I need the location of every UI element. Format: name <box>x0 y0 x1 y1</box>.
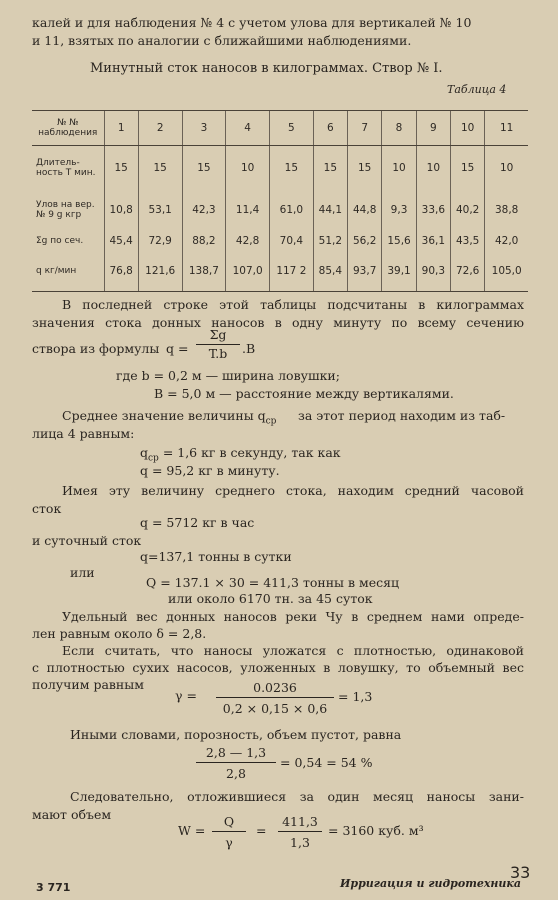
q-line: q = 95,2 кг в минуту. <box>140 463 280 478</box>
table-cell: 10 <box>226 146 270 190</box>
gamma-lhs: γ = <box>175 688 197 703</box>
paragraph-3b: сток <box>32 501 62 516</box>
col-header: 7 <box>348 111 382 146</box>
table-cell: 53,1 <box>138 190 182 230</box>
table-row <box>32 252 528 292</box>
where-line-2: B = 5,0 м — расстояние между вертикалями. <box>154 386 454 401</box>
table-cell: 93,7 <box>348 252 382 292</box>
paragraph-6c: получим равным <box>32 677 144 692</box>
formula-denominator: T.b <box>208 346 228 361</box>
table-cell: 72,6 <box>451 252 485 292</box>
col-header: 10 <box>451 111 485 146</box>
col-header: 11 <box>485 111 528 146</box>
table-cell: 105,0 <box>485 252 528 292</box>
table-cell: 121,6 <box>138 252 182 292</box>
table-cell: 40,2 <box>451 190 485 230</box>
qcp-subscript: ср <box>148 453 159 464</box>
porosity-denominator: 2,8 <box>226 766 246 781</box>
table-cell: 10 <box>485 146 528 190</box>
table-cell: 44,8 <box>348 190 382 230</box>
paragraph-1c: створа из формулы <box>32 341 160 356</box>
table-cell: 15 <box>182 146 226 190</box>
footer-signature: 3 771 <box>36 881 71 894</box>
w-numerator-2: 411,3 <box>282 814 318 829</box>
col-header: 5 <box>269 111 313 146</box>
intro-line-1: калей и для наблюдения № 4 с учетом улова для вертикалей № 10 <box>32 15 472 30</box>
fraction-bar <box>212 831 246 832</box>
table-cell: 15 <box>269 146 313 190</box>
table-row <box>32 146 528 190</box>
table-cell: 51,2 <box>313 230 347 252</box>
formula-q-lhs: q = <box>166 341 189 356</box>
col-header: 2 <box>138 111 182 146</box>
paragraph-1b: значения стока донных наносов в одну минуту по всему сечению <box>32 315 524 330</box>
table-cell: 76,8 <box>104 252 138 292</box>
hour-flow: q = 5712 кг в час <box>140 515 255 530</box>
table-cell: 15 <box>451 146 485 190</box>
paragraph-2a-tail: за этот период находим из таб- <box>298 408 506 423</box>
col-header: 8 <box>382 111 416 146</box>
fraction-bar <box>216 697 334 698</box>
table-cell: 42,0 <box>485 230 528 252</box>
paragraph-7: Иными словами, порозность, объем пустот, равна <box>70 727 402 742</box>
intro-line-2: и 11, взятых по аналогии с ближайшими наблюдениями. <box>32 33 412 48</box>
table-cell: 72,9 <box>138 230 182 252</box>
w-denominator-2: 1,3 <box>290 835 310 850</box>
month-flow-1: Q = 137.1 × 30 = 411,3 тонны в месяц <box>146 575 400 590</box>
formula-tail: .B <box>242 341 256 356</box>
row-label: Улов на вер. № 9 g кгр <box>36 199 95 220</box>
w-denominator-1: γ <box>225 835 233 850</box>
table-cell: 15 <box>138 146 182 190</box>
qcp-line-text: = 1,6 кг в секунду, так как <box>162 445 341 460</box>
w-equals: = <box>256 823 267 838</box>
table-cell: 61,0 <box>269 190 313 230</box>
table-cell: 15,6 <box>382 230 416 252</box>
table-cell: 9,3 <box>382 190 416 230</box>
sediment-table <box>32 110 528 292</box>
fraction-bar <box>278 831 322 832</box>
table-cell: 90,3 <box>416 252 450 292</box>
table-cell: 10 <box>416 146 450 190</box>
subscript-cp: ср <box>265 416 277 427</box>
paragraph-2b: лица 4 равным: <box>32 426 135 441</box>
paragraph-1a: В последней строке этой таблицы подсчитаны в килограммах <box>62 297 524 312</box>
formula-numerator: Σg <box>209 327 227 342</box>
fraction-bar <box>196 344 240 345</box>
paragraph-3a: Имея эту величину среднего стока, находим средний часовой <box>62 483 524 498</box>
table-cell: 36,1 <box>416 230 450 252</box>
col-header: 1 <box>104 111 138 146</box>
paragraph-2a-text: Среднее значение величины q <box>62 408 266 423</box>
table-cell: 138,7 <box>182 252 226 292</box>
paragraph-4: и суточный сток <box>32 533 142 548</box>
table-cell: 88,2 <box>182 230 226 252</box>
row-label: Σg по сеч. <box>36 235 84 246</box>
gamma-denominator: 0,2 × 0,15 × 0,6 <box>222 701 328 716</box>
fraction-bar <box>196 762 276 763</box>
table-cell: 38,8 <box>485 190 528 230</box>
day-flow: q=137,1 тонны в сутки <box>140 549 292 564</box>
w-lhs: W = <box>178 823 206 838</box>
col-header: 6 <box>313 111 347 146</box>
table-cell: 70,4 <box>269 230 313 252</box>
paragraph-5a: Удельный вес донных наносов реки Чу в среднем нами опреде- <box>62 609 524 624</box>
row-label: q кг/мин <box>32 252 104 292</box>
table-cell: 15 <box>348 146 382 190</box>
col-header: 4 <box>226 111 270 146</box>
page-number: 33 <box>510 863 531 882</box>
header-label: № № наблюдения <box>32 111 104 146</box>
month-flow-2: или около 6170 тн. за 45 суток <box>168 591 373 606</box>
table-title: Минутный сток наносов в килограммах. Створ № I. <box>90 61 443 76</box>
paragraph-6a: Если считать, что наносы уложатся с плотностью, одинаковой <box>62 643 524 658</box>
table-row <box>32 190 528 230</box>
table-cell: 15 <box>104 146 138 190</box>
col-header: 9 <box>416 111 450 146</box>
col-header: 3 <box>182 111 226 146</box>
paragraph-8b: мают объем <box>32 807 112 822</box>
where-line-1: где b = 0,2 м — ширина ловушки; <box>116 368 340 383</box>
paragraph-8a: Следовательно, отложившиеся за один месяц наносы зани- <box>70 789 524 804</box>
gamma-rhs: = 1,3 <box>338 689 373 704</box>
table-row <box>32 230 528 252</box>
table-cell: 85,4 <box>313 252 347 292</box>
qcp-line: $q_{ср} = 1,6$ кг в секунду, так как <box>140 445 341 464</box>
porosity-numerator: 2,8 — 1,3 <box>205 745 267 760</box>
table-cell: 10 <box>382 146 416 190</box>
paragraph-6b: с плотностью сухих насосов, уложенных в ловушку, то объемный вес <box>32 660 524 675</box>
gamma-numerator: 0.0236 <box>253 680 297 695</box>
table-cell: 39,1 <box>382 252 416 292</box>
table-cell: 15 <box>313 146 347 190</box>
footer-journal: Ирригация и гидротехника <box>340 877 521 890</box>
table-cell: 107,0 <box>226 252 270 292</box>
table-cell: 42,3 <box>182 190 226 230</box>
table-cell: 45,4 <box>104 230 138 252</box>
table-label: Таблица 4 <box>447 83 507 96</box>
row-label: Длитель-ность T мин. <box>36 157 96 178</box>
w-rhs: = 3160 куб. м³ <box>328 823 424 838</box>
porosity-rhs: = 0,54 = 54 % <box>280 755 373 770</box>
paragraph-5b: лен равным около δ = 2,8. <box>32 626 207 641</box>
table-cell: 11,4 <box>226 190 270 230</box>
table-header-row <box>32 111 528 146</box>
table-cell: 10,8 <box>104 190 138 230</box>
table-cell: 42,8 <box>226 230 270 252</box>
table-cell: 117 2 <box>269 252 313 292</box>
table-cell: 43,5 <box>451 230 485 252</box>
table-cell: 56,2 <box>348 230 382 252</box>
table-cell: 33,6 <box>416 190 450 230</box>
w-numerator-1: Q <box>223 814 235 829</box>
or-word: или <box>70 565 95 580</box>
table-cell: 44,1 <box>313 190 347 230</box>
